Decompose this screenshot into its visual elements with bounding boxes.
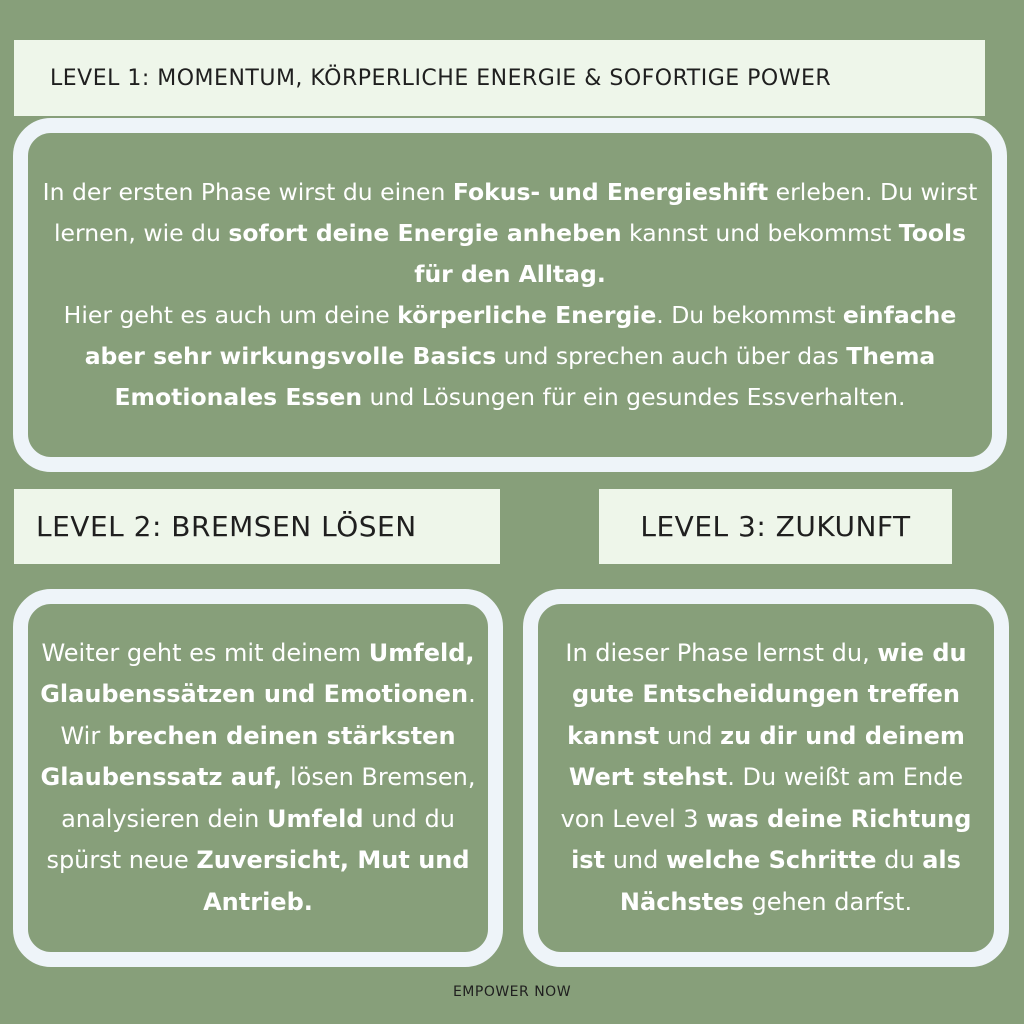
level-3-card	[523, 589, 1009, 967]
level-2-card	[13, 589, 503, 967]
level-3-description: In dieser Phase lernst du, wie du gute Entscheidungen treffen kannst und zu dir und deinem Wert stehst. Du weißt am Ende von Level 3 was deine Richtung ist und welche Schritte du als Nächstes gehen darfst.	[560, 638, 972, 916]
level-1-card	[13, 118, 1007, 472]
level-2-title: LEVEL 2: BREMSEN LÖSEN	[14, 489, 500, 564]
footer-brand: EMPOWER NOW	[452, 984, 572, 1000]
level-3-title: LEVEL 3: ZUKUNFT	[599, 489, 952, 564]
level-1-title: LEVEL 1: MOMENTUM, KÖRPERLICHE ENERGIE & SOFORTIGE POWER	[14, 40, 985, 116]
level-2-description: Weiter geht es mit deinem Umfeld, Glaubenssätzen und Emotionen. Wir brechen deinen stärksten Glaubenssatz auf, lösen Bremsen, analysieren dein Umfeld und du spürst neue Zuversicht, Mut und Antrieb.	[40, 638, 476, 916]
level-1-description: In der ersten Phase wirst du einen Fokus- und Energieshift erleben. Du wirst lernen, wie du sofort deine Energie anheben kannst und bekommst Tools für den Alltag. Hier geht es auch um deine körperliche Energie. Du bekommst einfache aber sehr wirkungsvolle Basics und sprechen auch über das Thema Emotionales Essen und Lösungen für ein gesundes Essverhalten.	[42, 178, 978, 411]
